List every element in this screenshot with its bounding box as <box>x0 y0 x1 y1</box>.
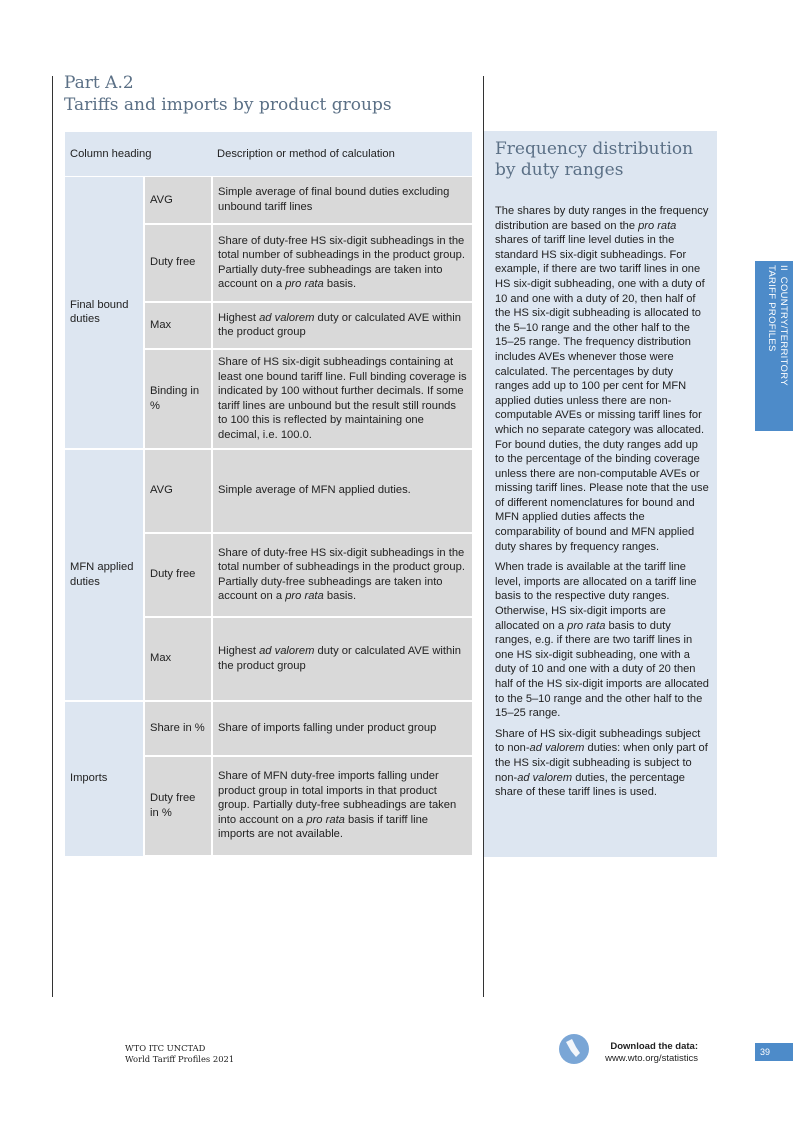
page-number: 39 <box>755 1043 793 1061</box>
footer-title: World Tariff Profiles 2021 <box>125 1054 235 1064</box>
section-heading <box>64 72 392 116</box>
row-label: Max <box>144 302 212 349</box>
row-description: Highest ad valorem duty or calculated AVE within the product group <box>212 617 472 701</box>
tab-numeral: II <box>778 265 789 271</box>
row-label: Max <box>144 617 212 701</box>
row-description: Share of duty-free HS six-digit subheadings in the total number of subheadings in the product group. Partially duty-free subheadings are taken into account on a pro rata basis. <box>212 224 472 302</box>
table-row <box>65 177 472 224</box>
row-description: Highest ad valorem duty or calculated AVE within the product group <box>212 302 472 349</box>
row-label: Duty free <box>144 224 212 302</box>
group-imports <box>65 701 144 856</box>
row-description: Share of duty-free HS six-digit subheadings in the total number of subheadings in the product group. Partially duty-free subheadings are taken into account on a pro rata basis. <box>212 533 472 617</box>
frequency-distribution-panel <box>484 131 717 857</box>
panel-paragraph: When trade is available at the tariff line level, imports are allocated on a tariff line basis to the respective duty ranges. Otherwise, HS six-digit imports are allocated on a pro rata basis to duty ranges, e.g. if there are two tariff lines in one HS six-digit subheading, one with a duty of 10 and one with a duty of 20 then half of the HS six-digit imports are allocated to the 5–10 range and the other half to the 15–25 range. <box>495 561 709 720</box>
part-label: Part A.2 <box>64 73 134 93</box>
part-title: Tariffs and imports by product groups <box>64 95 392 115</box>
row-description: Share of imports falling under product group <box>212 701 472 756</box>
row-label: AVG <box>144 449 212 533</box>
row-label: Duty free in % <box>144 756 212 856</box>
row-description: Simple average of MFN applied duties. <box>212 449 472 533</box>
group-label: MFN applied duties <box>70 561 134 588</box>
row-description: Share of MFN duty-free imports falling under product group in total imports in that product group. Partially duty-free subheadings are taken into account on a pro rata basis if tariff line imports are not available. <box>212 756 472 856</box>
tab-line1: COUNTRY/TERRITORY <box>778 276 789 386</box>
download-url[interactable]: www.wto.org/statistics <box>605 1053 698 1064</box>
footer-org: WTO ITC UNCTAD <box>125 1043 206 1053</box>
group-label: Imports <box>70 772 108 785</box>
footer-publication <box>125 1043 234 1065</box>
row-label: AVG <box>144 177 212 224</box>
row-label: Duty free <box>144 533 212 617</box>
row-label: Share in % <box>144 701 212 756</box>
row-description: Simple average of final bound duties excluding unbound tariff lines <box>212 177 472 224</box>
panel-body <box>495 204 710 806</box>
section-tab-label <box>759 265 789 427</box>
download-link[interactable] <box>594 1041 698 1065</box>
row-description: Share of HS six-digit subheadings containing at least one bound tariff line. Full binding coverage is indicated by 100 without further decimals. If some tariff lines are unbound but the result still rounds to 100 this is reflected by maintaining one decimal, i.e. 100.0. <box>212 349 472 449</box>
group-final-bound <box>65 177 144 449</box>
table-row <box>65 701 472 756</box>
table-header-row <box>65 132 472 177</box>
row-label: Binding in % <box>144 349 212 449</box>
panel-paragraph: Share of HS six-digit subheadings subject to non-ad valorem duties: when only part of the HS six-digit subheading is subject to non-ad valorem duties, the percentage share of these tariff lines is used. <box>495 727 708 799</box>
download-icon[interactable] <box>558 1033 590 1065</box>
group-mfn-applied <box>65 449 144 701</box>
table-row <box>65 449 472 533</box>
header-column-heading: Column heading <box>65 132 212 177</box>
panel-paragraph: The shares by duty ranges in the frequency distribution are based on the pro rata shares of tariff line level duties in the standard HS six-digit subheadings. For example, if there are two tariff lines in one HS six-digit subheading, one with a duty of 10 and one with a duty of 20, then half of the HS six-digit subheading is allocated to the 5–10 range and the other half to the 15–25 range. The frequency distribution includes AVEs whenever those were calculated. The percentages by duty ranges add up to 100 per cent for MFN applied duties unless there are non-computable AVEs or missing tariff lines for which no separate category was allocated. For bound duties, the duty ranges add up to the percentage of the binding coverage unless there are non-computable AVEs or missing tariff lines. Please note that the use of different nomenclatures for bound and MFN applied duties affects the comparability of bound and MFN applied duty shares by frequency ranges. <box>495 205 709 553</box>
download-label: Download the data: <box>610 1041 698 1052</box>
group-label: Final bound duties <box>70 298 129 326</box>
definitions-table <box>65 132 472 857</box>
left-rule <box>52 76 53 997</box>
panel-title: Frequency distribution by duty ranges <box>495 139 694 180</box>
tab-line2: TARIFF PROFILES <box>766 265 777 352</box>
header-description: Description or method of calculation <box>212 132 472 177</box>
